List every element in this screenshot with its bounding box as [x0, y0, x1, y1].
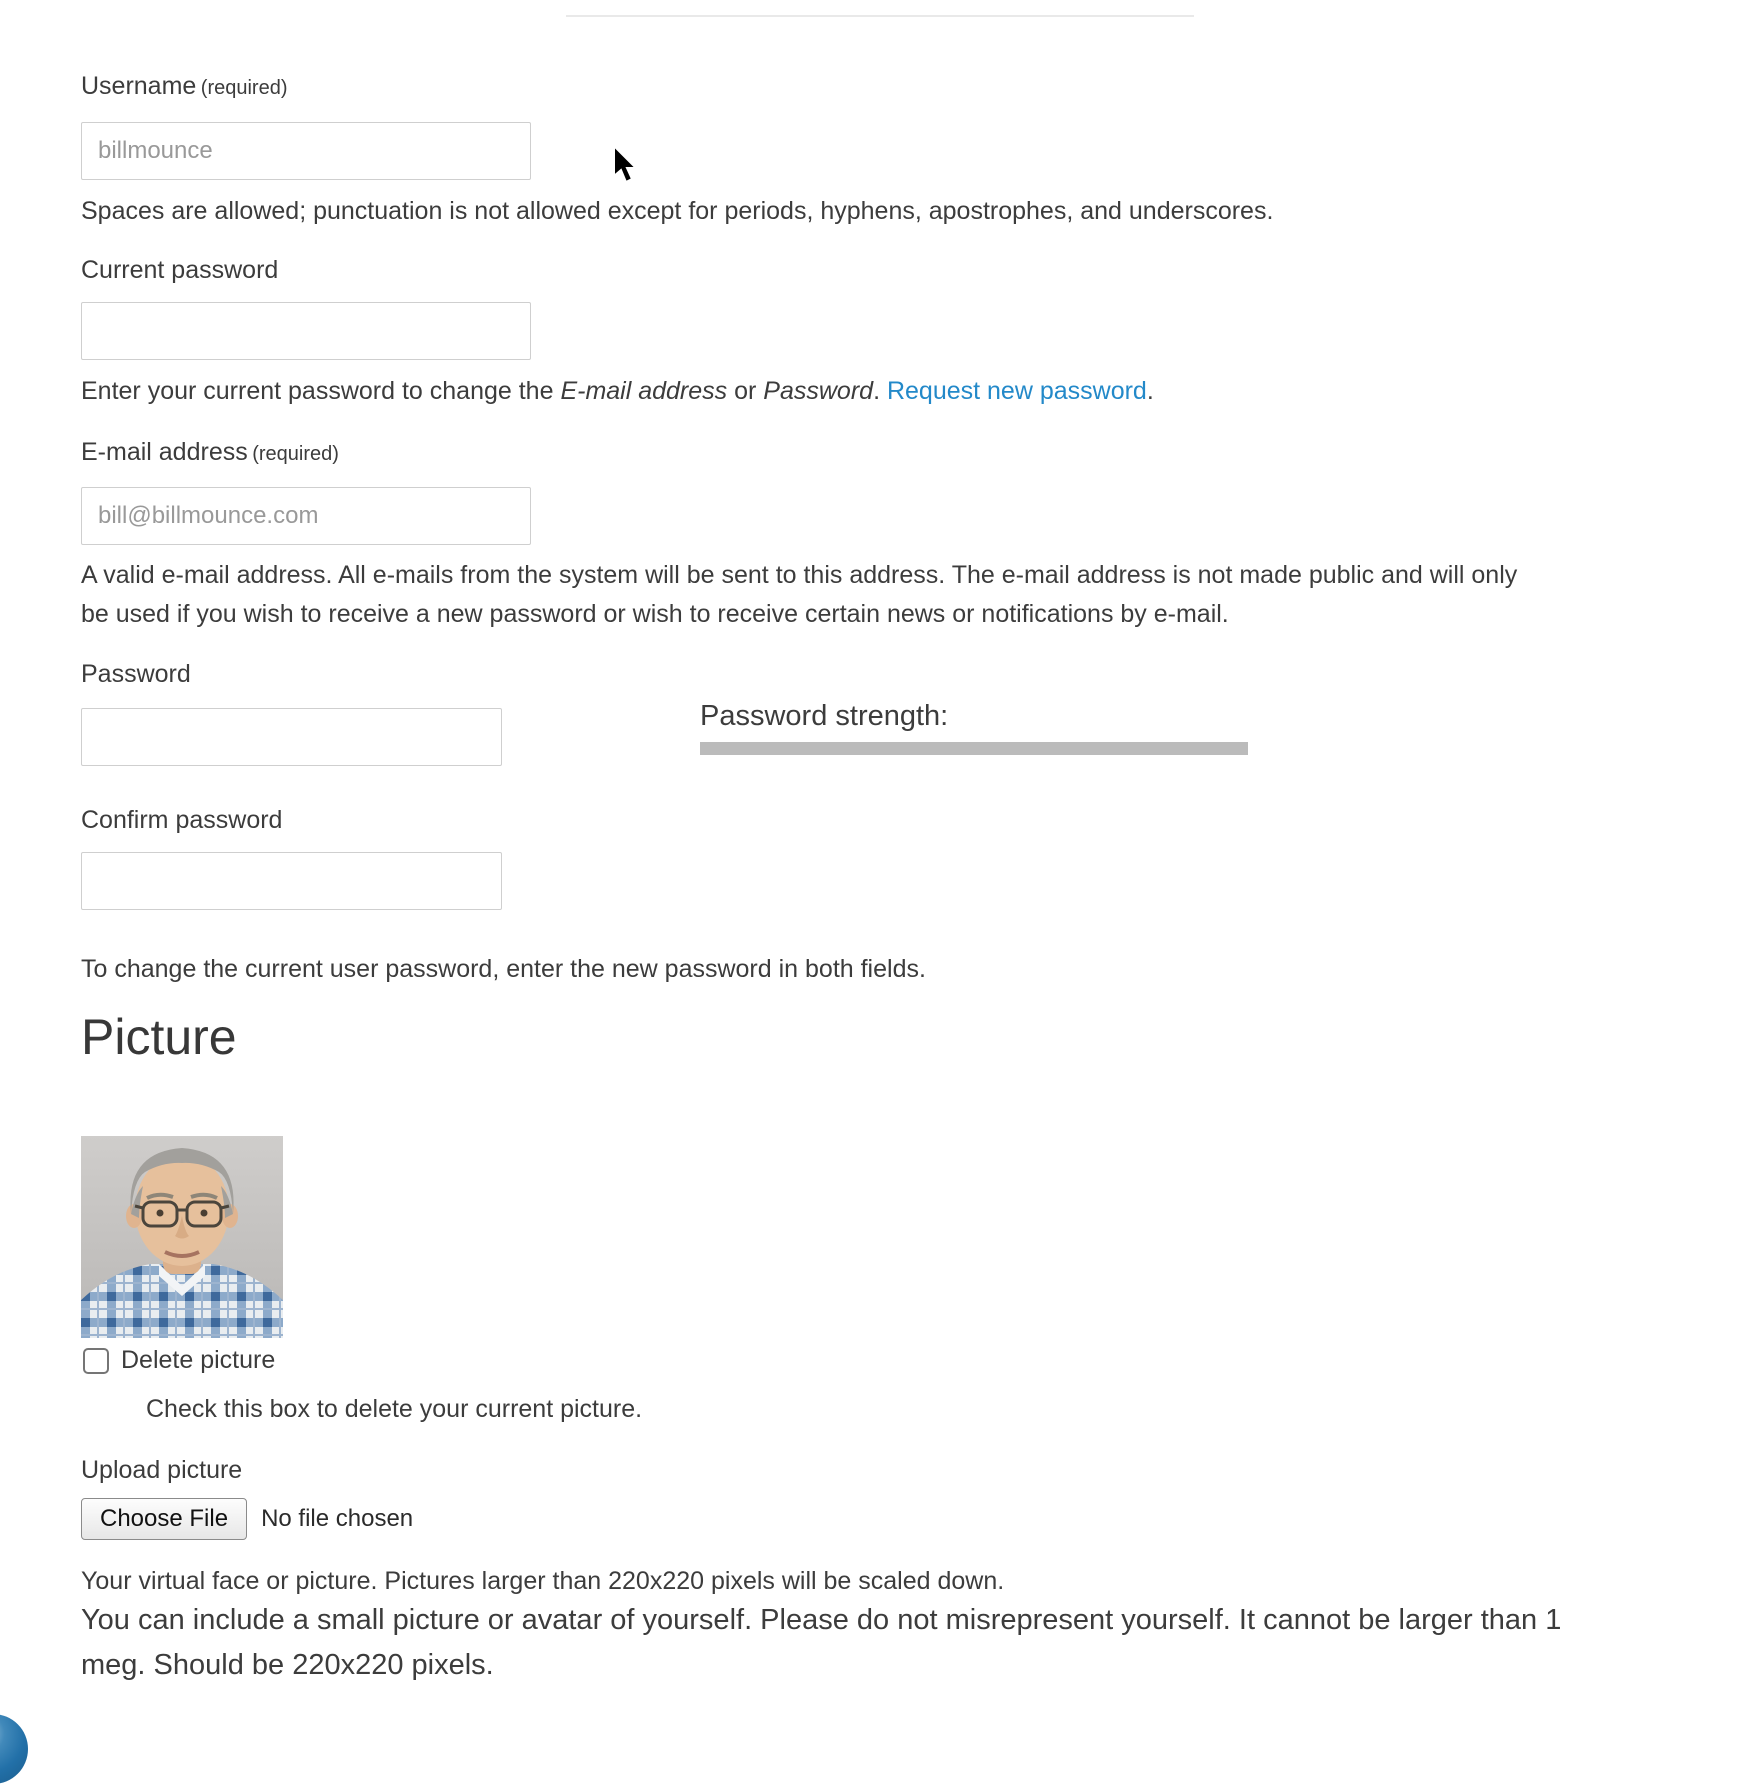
current-password-help-suffix: .	[1146, 377, 1154, 405]
mouse-cursor	[612, 144, 642, 193]
profile-photo-image	[81, 1136, 283, 1338]
email-label-text: E-mail address	[81, 438, 248, 466]
delete-picture-row	[83, 1346, 275, 1375]
no-file-chosen-text: No file chosen	[261, 1505, 414, 1532]
email-help: A valid e-mail address. All e-mails from the system will be sent to this address. The e-mail address is not made public and will only be used if you wish to receive a new password or wish to receive certain news or notifications by e-mail.	[81, 561, 1518, 628]
picture-heading: Picture	[81, 1009, 237, 1065]
password-fields-help: To change the current user password, enter the new password in both fields.	[81, 955, 926, 983]
confirm-password-input[interactable]	[81, 852, 502, 910]
email-label	[81, 438, 339, 467]
profile-photo	[81, 1136, 283, 1338]
username-label	[81, 72, 287, 101]
current-password-help-period: .	[873, 377, 887, 405]
delete-picture-help: Check this box to delete your current picture.	[146, 1395, 643, 1423]
username-label-text: Username	[81, 72, 197, 100]
username-required-suffix: (required)	[200, 77, 288, 99]
username-help: Spaces are allowed; punctuation is not allowed except for periods, hyphens, apostrophes, and underscores.	[81, 197, 1274, 225]
current-password-help-email-italic: E-mail address	[560, 377, 728, 405]
current-password-help-password-italic: Password	[763, 377, 874, 405]
email-required-suffix: (required)	[252, 443, 339, 465]
delete-picture-label[interactable]: Delete picture	[121, 1346, 276, 1374]
file-input-row	[81, 1498, 413, 1540]
upload-picture-label: Upload picture	[81, 1456, 243, 1484]
request-new-password-link[interactable]: Request new password	[886, 377, 1147, 405]
username-input[interactable]	[81, 122, 531, 180]
delete-picture-checkbox[interactable]	[83, 1348, 109, 1374]
corner-chat-bubble-accent[interactable]	[0, 1714, 28, 1784]
email-input[interactable]	[81, 487, 531, 545]
top-divider	[566, 15, 1194, 17]
current-password-input[interactable]	[81, 302, 531, 360]
password-input[interactable]	[81, 708, 502, 766]
upload-picture-help: Your virtual face or picture. Pictures larger than 220x220 pixels will be scaled down.	[81, 1567, 1005, 1595]
password-strength-label: Password strength:	[700, 700, 949, 732]
current-password-help-prefix: Enter your current password to change the	[81, 377, 561, 405]
current-password-label: Current password	[81, 256, 279, 284]
picture-description: You can include a small picture or avatar of yourself. Please do not misrepresent yourself. It cannot be larger than 1 meg. Should be 220x220 pixels.	[81, 1604, 1562, 1681]
confirm-password-label: Confirm password	[81, 806, 283, 834]
password-strength-bar	[700, 742, 1248, 755]
password-label: Password	[81, 660, 191, 688]
current-password-help-or: or	[727, 377, 764, 405]
current-password-help	[81, 372, 1154, 411]
choose-file-button[interactable]: Choose File	[81, 1498, 247, 1540]
